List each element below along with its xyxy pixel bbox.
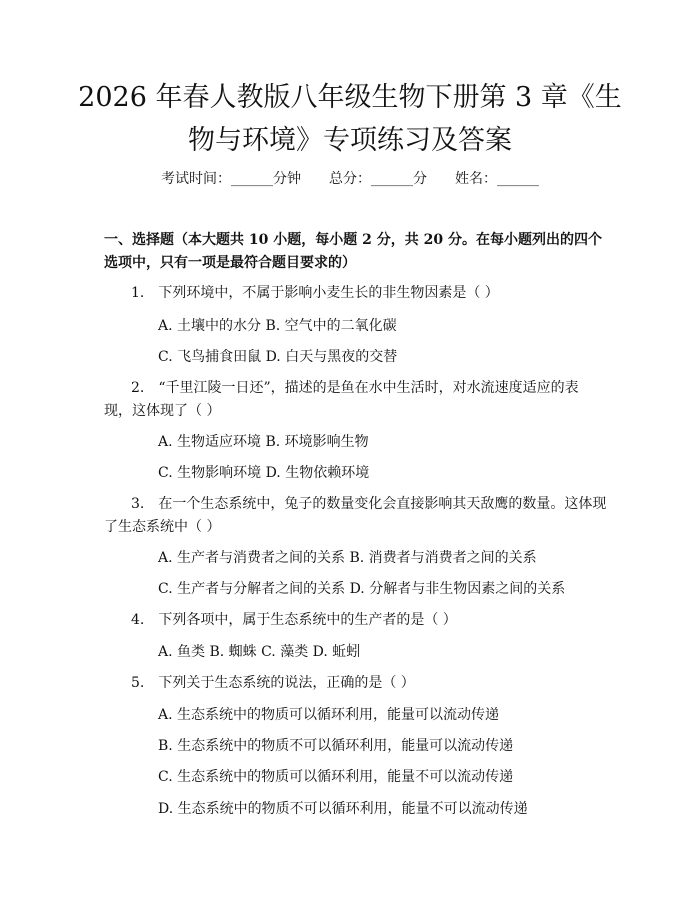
question-5-option-a: A. 生态系统中的物质可以循环利用，能量可以流动传递: [158, 707, 500, 723]
question-4-options: A. 鱼类 B. 蜘蛛 C. 藻类 D. 蚯蚓: [158, 644, 361, 660]
section-title: 一、选择题（本大题共 10 小题，每小题 2 分，共 20 分。在每小题列出的四个选项中，只有一项是最符合题目要求的）: [104, 232, 602, 271]
question-3-continuation: 了生态系统中（ ）: [104, 519, 221, 535]
question-2: 2. “千里江陵一日还”，描述的是鱼在水中生活时，对水流速度适应的表: [131, 380, 579, 396]
question-1: 1. 下列环境中，不属于影响小麦生长的非生物因素是（ ）: [131, 285, 499, 301]
question-3-options-cd: C. 生产者与分解者之间的关系 D. 分解者与非生物因素之间的关系: [158, 581, 566, 597]
question-2-continuation: 现，这体现了（ ）: [104, 403, 221, 419]
question-5-option-b: B. 生态系统中的物质不可以循环利用，能量可以流动传递: [158, 738, 514, 754]
question-2-options-ab: A. 生物适应环境 B. 环境影响生物: [158, 434, 369, 450]
question-3: 3. 在一个生态系统中，兔子的数量变化会直接影响其天敌鹰的数量。这体现: [131, 496, 607, 512]
page-title: [60, 76, 640, 162]
title-line-2: 物与环境》专项练习及答案: [188, 125, 512, 156]
question-5-option-d: D. 生态系统中的物质不可以循环利用，能量不可以流动传递: [158, 801, 528, 817]
question-5: 5. 下列关于生态系统的说法，正确的是（ ）: [131, 675, 415, 691]
question-1-options-ab: A. 土壤中的水分 B. 空气中的二氧化碳: [158, 318, 397, 334]
question-1-options-cd: C. 飞鸟捕食田鼠 D. 白天与黑夜的交替: [158, 349, 398, 365]
question-5-option-c: C. 生态系统中的物质可以循环利用，能量不可以流动传递: [158, 769, 514, 785]
title-line-1: 2026 年春人教版八年级生物下册第 3 章《生: [78, 82, 622, 113]
question-3-options-ab: A. 生产者与消费者之间的关系 B. 消费者与消费者之间的关系: [158, 550, 537, 566]
question-2-options-cd: C. 生物影响环境 D. 生物依赖环境: [158, 465, 370, 481]
question-4: 4. 下列各项中，属于生态系统中的生产者的是（ ）: [131, 612, 457, 628]
exam-meta: 考试时间：______分钟 总分：______分 姓名：______: [161, 171, 539, 187]
